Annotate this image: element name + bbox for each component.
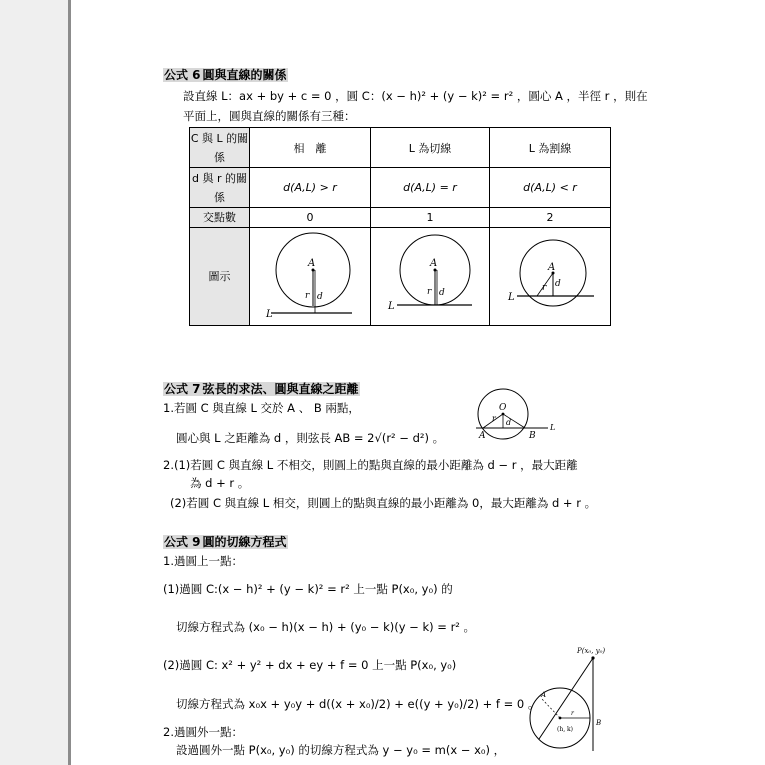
tangent-from-point-diagram xyxy=(525,643,625,753)
figure-tangent xyxy=(371,228,490,326)
formula-9-line4: (2)過圓 C: x² + y² + dx + ey + f = 0 上一點 P(x₀, y₀) xyxy=(163,658,457,672)
formula-6-badge: 公式 6 xyxy=(164,68,201,82)
formula-9-line6: 2.過圓外一點： xyxy=(163,725,243,739)
formula-9-title: 圓的切線方程式 xyxy=(202,535,287,549)
formula-7-line4: 為 d + r 。 xyxy=(190,476,250,490)
formula-9-line2: (1)過圓 C:(x − h)² + (y − k)² = r² 上一點 P(x₀, y₀) 的 xyxy=(163,582,453,596)
table-row xyxy=(190,128,611,168)
distance-label: d xyxy=(438,288,445,298)
radius-label: r xyxy=(571,710,574,717)
row-header-dr: d 與 r 的關係 xyxy=(190,168,250,208)
table-row xyxy=(190,228,611,326)
col-title-tangent: L 為切線 xyxy=(371,128,490,168)
formula-7-badge: 公式 7 xyxy=(164,382,201,396)
point-b-label: B xyxy=(529,431,536,441)
row-header-figure: 圖示 xyxy=(190,228,250,326)
formula-7-line5: (2)若圓 C 與直線 L 相交，則圓上的點與直線的最小距離為 0，最大距離為 d + r 。 xyxy=(170,496,597,510)
rel-separate: d(A,L) > r xyxy=(250,168,371,208)
separate-diagram xyxy=(251,228,370,322)
formula-6-title: 圓與直線的關係 xyxy=(202,68,287,82)
figure-secant xyxy=(490,228,611,326)
formula-9-badge: 公式 9 xyxy=(164,535,201,549)
center-o-label: O xyxy=(499,403,507,413)
row-header-relation: C 與 L 的關係 xyxy=(190,128,250,168)
center-label: (h, k) xyxy=(557,726,573,733)
point-a-label: A xyxy=(429,258,437,269)
formula-7-line3: 2.(1)若圓 C 與直線 L 不相交，則圓上的點與直線的最小距離為 d − r ，最大距離 xyxy=(163,458,578,472)
col-title-separate: 相 離 xyxy=(250,128,371,168)
count-secant: 2 xyxy=(490,208,611,228)
radius-label: r xyxy=(541,283,546,293)
table-row xyxy=(190,208,611,228)
radius-label: r xyxy=(492,414,496,423)
point-a-label: A xyxy=(541,691,547,699)
circle-line-relation-table xyxy=(189,127,611,326)
left-margin-bar xyxy=(0,0,71,765)
formula-9-line1: 1.過圓上一點： xyxy=(163,554,243,568)
formula-9-line3: 切線方程式為 (x₀ − h)(x − h) + (y₀ − k)(y − k) = r² 。 xyxy=(176,620,476,634)
chord-diagram xyxy=(470,384,560,444)
line-l-label: L xyxy=(507,292,515,303)
figure-separate xyxy=(250,228,371,326)
radius-label: r xyxy=(304,291,309,301)
formula-6-intro-line1: 設直線 L：ax + by + c = 0 ，圓 C：(x − h)² + (y − k)² = r² ，圓心 A ，半徑 r ，則在 xyxy=(183,89,648,103)
formula-6-intro-line2: 平面上，圓與直線的關係有三種： xyxy=(183,109,356,123)
distance-label: d xyxy=(506,418,512,427)
point-a-label: A xyxy=(307,258,315,269)
formula-7-heading xyxy=(163,380,360,397)
formula-9-line5: 切線方程式為 x₀x + y₀y + d((x + x₀)/2) + e((y + y₀)/2) + f = 0 。 xyxy=(176,697,540,711)
count-tangent: 1 xyxy=(371,208,490,228)
formula-7-line1: 1.若圓 C 與直線 L 交於 A 、 B 兩點， xyxy=(163,401,360,415)
point-p-label: P(x₀, y₀) xyxy=(577,647,606,655)
formula-9-line7: 設過圓外一點 P(x₀, y₀) 的切線方程式為 y − y₀ = m(x − x₀) ， xyxy=(176,743,506,757)
formula-7-title: 弦長的求法、圓與直線之距離 xyxy=(202,382,359,396)
line-l-label: L xyxy=(265,309,273,320)
distance-label: d xyxy=(554,279,561,289)
point-b-label: B xyxy=(596,719,602,727)
rel-tangent: d(A,L) = r xyxy=(371,168,490,208)
formula-9-heading xyxy=(163,533,288,550)
table-row xyxy=(190,168,611,208)
secant-diagram xyxy=(491,228,610,322)
formula-6-heading xyxy=(163,66,288,83)
line-l-label: L xyxy=(550,423,556,432)
distance-label: d xyxy=(316,292,323,302)
count-separate: 0 xyxy=(250,208,371,228)
line-l-label: L xyxy=(387,301,395,312)
row-header-count: 交點數 xyxy=(190,208,250,228)
formula-7-line2: 圓心與 L 之距離為 d ，則弦長 AB = 2√(r² − d²) 。 xyxy=(176,431,445,445)
tangent-diagram xyxy=(372,228,489,322)
radius-label: r xyxy=(426,287,431,297)
col-title-secant: L 為割線 xyxy=(490,128,611,168)
point-a-label: A xyxy=(547,262,555,273)
rel-secant: d(A,L) < r xyxy=(490,168,611,208)
point-a-label: A xyxy=(479,431,486,441)
